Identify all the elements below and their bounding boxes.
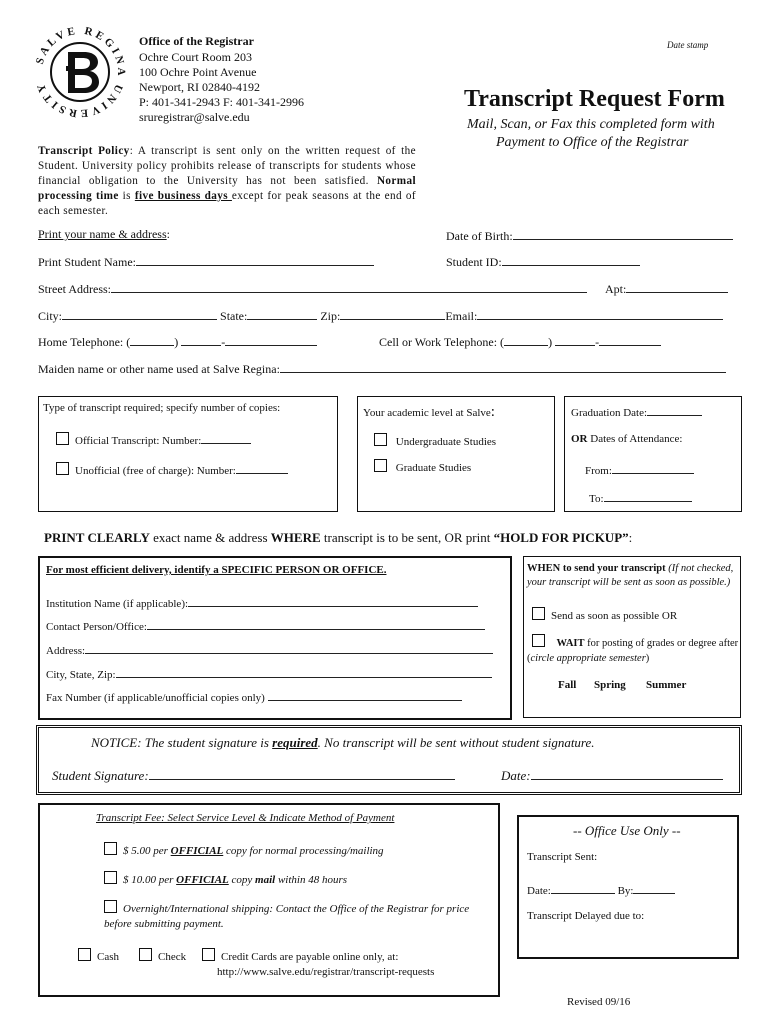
transcript-delayed-label: Transcript Delayed due to: (527, 910, 645, 922)
payment-check[interactable]: Check (139, 948, 186, 963)
transcript-type-box (38, 396, 338, 512)
state-field[interactable]: State: (220, 309, 317, 323)
normal-fee-checkbox[interactable] (104, 842, 117, 855)
fax-number-field[interactable]: Fax Number (if applicable/unofficial copies only) (46, 688, 462, 704)
destination-address-field[interactable]: Address: (46, 641, 493, 657)
zip-field[interactable]: Zip: (320, 309, 445, 323)
print-name-address-label: Print your name & address: (38, 227, 170, 241)
student-id-field[interactable]: Student ID: (446, 253, 640, 270)
unofficial-transcript-option[interactable]: Unofficial (free of charge): Number: (56, 461, 288, 477)
student-signature-field[interactable]: Student Signature: (52, 767, 455, 784)
attendance-to-field[interactable]: To: (589, 489, 692, 505)
destination-instruction: PRINT CLEARLY exact name & address WHERE transcript is to be sent, OR print “HOLD FOR PICKUP”: (44, 530, 633, 545)
when-to-send-box (523, 556, 741, 718)
wait-checkbox[interactable] (532, 634, 545, 647)
student-name-field[interactable]: Print Student Name: (38, 253, 374, 270)
office-use-box (517, 815, 739, 959)
graduate-checkbox[interactable] (374, 459, 387, 472)
address-line-1: Ochre Court Room 203 (139, 50, 252, 64)
attendance-from-field[interactable]: From: (585, 461, 694, 477)
home-telephone-field[interactable]: Home Telephone: ( ) - (38, 333, 317, 350)
address-line-2: 100 Ochre Point Avenue (139, 65, 257, 79)
apt-field[interactable]: Apt: (605, 280, 728, 297)
fee-option-normal[interactable]: $ 5.00 per OFFICIAL copy for normal processing/mailing (104, 842, 384, 857)
signature-notice: NOTICE: The student signature is required. No transcript will be sent without student signature. (91, 735, 595, 750)
fee-box (38, 803, 500, 997)
unofficial-checkbox[interactable] (56, 462, 69, 475)
undergraduate-option[interactable]: Undergraduate Studies (374, 433, 496, 448)
form-subtitle-2: Payment to Office of the Registrar (496, 135, 689, 150)
form-title: Transcript Request Form (464, 86, 725, 112)
destination-box (38, 556, 512, 720)
phone-fax: P: 401-341-2943 F: 401-341-2996 (139, 95, 304, 109)
overnight-checkbox[interactable] (104, 900, 117, 913)
academic-level-box (357, 396, 555, 512)
transcript-type-heading: Type of transcript required; specify number of copies: (43, 402, 281, 414)
payment-credit-card[interactable]: Credit Cards are payable online only, at: http://www.salve.edu/registrar/transcript-requests (202, 948, 434, 980)
credit-card-checkbox[interactable] (202, 948, 215, 961)
signature-date-field[interactable]: Date: (501, 767, 723, 784)
wait-option[interactable]: WAIT for posting of grades or degree after (circle appropriate semester) (527, 634, 739, 666)
official-transcript-option[interactable]: Official Transcript: Number: (56, 431, 251, 447)
street-address-field[interactable]: Street Address: (38, 280, 587, 297)
institution-name-field[interactable]: Institution Name (if applicable): (46, 594, 478, 610)
city-field[interactable]: City: (38, 309, 217, 323)
seal-logo-icon (30, 22, 130, 122)
semester-summer[interactable]: Summer (646, 679, 687, 691)
destination-heading: For most efficient delivery, identify a SPECIFIC PERSON OR OFFICE. (46, 564, 387, 576)
revised-date: Revised 09/16 (567, 996, 631, 1008)
destination-city-state-zip-field[interactable]: City, State, Zip: (46, 665, 492, 681)
contact-person-field[interactable]: Contact Person/Office: (46, 617, 485, 633)
semester-spring[interactable]: Spring (594, 679, 626, 691)
office-date-by-field[interactable]: Date: By: (527, 881, 675, 897)
undergraduate-checkbox[interactable] (374, 433, 387, 446)
policy-is: is (118, 190, 135, 202)
registrar-email: sruregistrar@salve.edu (139, 110, 250, 124)
policy-text-1: : A transcript is sent only on the written request of the Student. University policy prohibits release of transcripts for students whose financial obligation to the University has not been satisfied. (38, 145, 416, 187)
official-checkbox[interactable] (56, 432, 69, 445)
graduation-date-field[interactable]: Graduation Date: (571, 403, 702, 419)
fee-heading: Transcript Fee: Select Service Level & Indicate Method of Payment (96, 812, 395, 824)
fee-option-rush[interactable]: $ 10.00 per OFFICIAL copy mail within 48 hours (104, 871, 347, 886)
signature-box (36, 725, 742, 795)
date-stamp-label: Date stamp (667, 40, 709, 50)
address-line-3: Newport, RI 02840-4192 (139, 80, 260, 94)
office-use-heading: -- Office Use Only -- (573, 823, 681, 838)
send-asap-option[interactable]: Send as soon as possible OR (532, 607, 677, 622)
date-of-birth-field[interactable]: Date of Birth: (446, 227, 733, 244)
maiden-name-field[interactable]: Maiden name or other name used at Salve Regina: (38, 360, 726, 377)
check-checkbox[interactable] (139, 948, 152, 961)
policy-text-2: except for peak seasons at the end of each semester. (38, 190, 416, 217)
five-business-days: five business days (134, 190, 232, 202)
office-name: Office of the Registrar (139, 34, 254, 48)
graduate-option[interactable]: Graduate Studies (374, 459, 471, 474)
policy-label: Transcript Policy (38, 145, 130, 157)
rush-fee-checkbox[interactable] (104, 871, 117, 884)
payment-cash[interactable]: Cash (78, 948, 119, 963)
cell-telephone-field[interactable]: Cell or Work Telephone: ( ) - (379, 333, 661, 350)
graduation-box (564, 396, 742, 512)
city-state-zip-email-row (38, 307, 723, 324)
email-field[interactable]: Email: (445, 309, 723, 323)
dates-of-attendance-label: OR Dates of Attendance: (571, 433, 683, 445)
fee-option-overnight[interactable]: Overnight/International shipping: Contact the Office of the Registrar for price before submitting payment. (104, 900, 494, 932)
university-seal (30, 22, 130, 122)
credit-card-url[interactable]: http://www.salve.edu/registrar/transcript-requests (217, 966, 435, 978)
form-subtitle-1: Mail, Scan, or Fax this completed form with (467, 117, 715, 132)
academic-level-heading: Your academic level at Salve: (363, 404, 495, 420)
semester-fall[interactable]: Fall (558, 679, 577, 691)
normal-processing-label: Normal processing time (38, 175, 416, 202)
when-to-send-heading: WHEN to send your transcript (If not checked, your transcript will be sent as soon as possible.) (527, 563, 734, 588)
send-asap-checkbox[interactable] (532, 607, 545, 620)
transcript-policy (38, 144, 416, 219)
transcript-sent-label: Transcript Sent: (527, 851, 598, 863)
cash-checkbox[interactable] (78, 948, 91, 961)
seal-lettering: SALVE REGINA UNIVERSITY (33, 24, 128, 120)
